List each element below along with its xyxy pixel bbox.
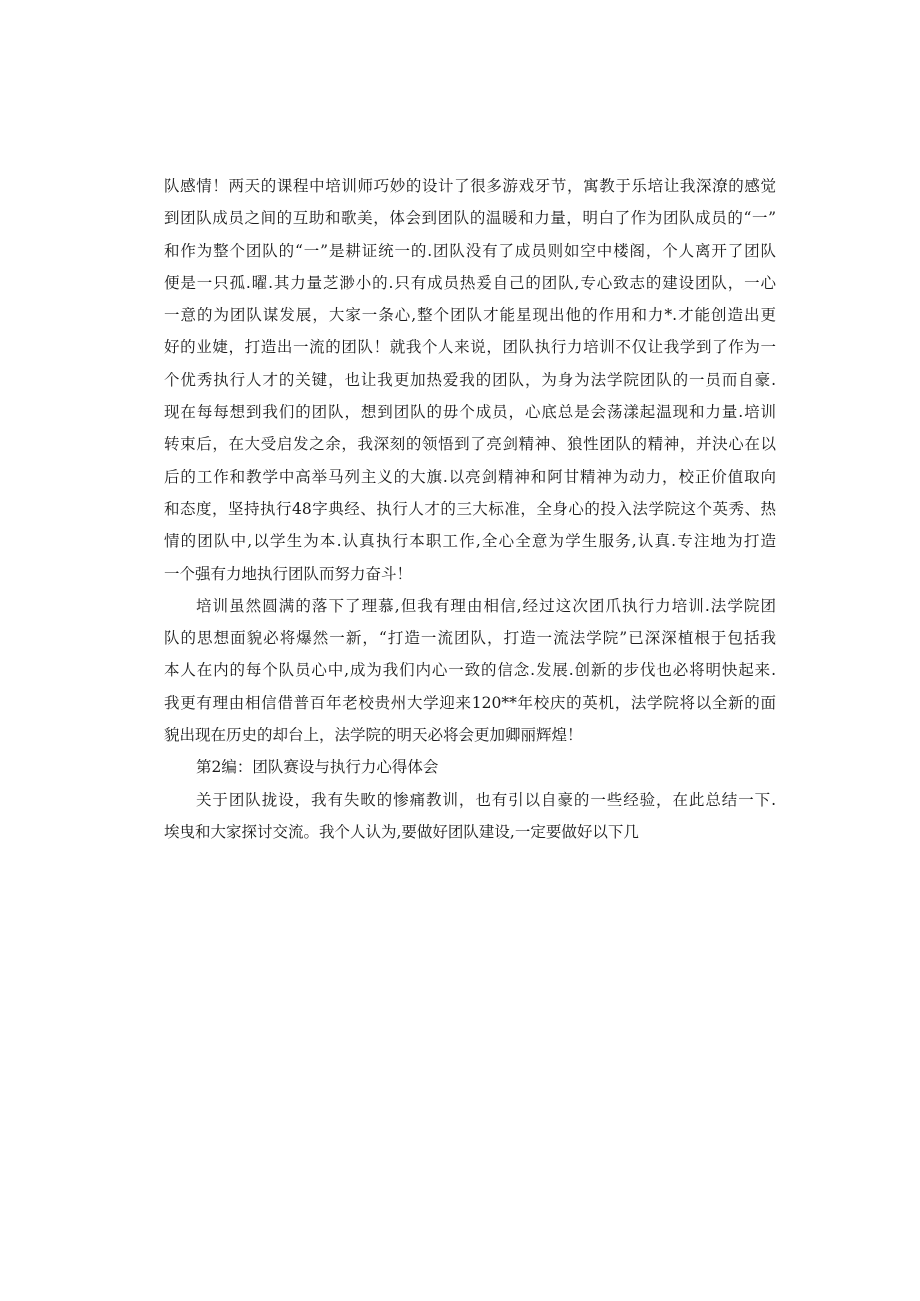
text-line: 一个强有力地执行团队而努力奋斗！: [164, 564, 413, 583]
text-line: 好的业婕，打造出一流的团队！就我个人来说，团队执行力培训不仅让我学到了作为一: [164, 338, 776, 357]
paragraph-team-feelings: [164, 170, 776, 590]
text-line: 关于团队拢设，我有失畋的惨痛教训，也有引以自豪的一些经验，在此总结一下.: [196, 790, 776, 809]
text-line: 后的工作和教学中高举马列主义的大旗.以亮剑精神和阿甘精神为动力，校正价值取向: [164, 467, 776, 486]
text-line: 和作为整个团队的“一”是耕证统一的.团队没有了成员则如空中楼阁，个人离开了团队: [164, 241, 776, 260]
section-heading: [164, 751, 776, 783]
text-line: 貌出现在历史的却台上，法学院的明天必将会更加卿丽辉煌！: [164, 726, 583, 745]
text-line: 队感情！两天的课程中培训师巧妙的设计了很多游戏牙节，寓教于乐培让我深潦的感觉: [164, 177, 776, 195]
text-line: 培训虽然圆满的落下了理慕,但我有理由相信,经过这次团爪执行力培训.法学院团: [196, 596, 776, 615]
text-line: 我更有理由相信借普百年老校贵州大学迎来120**年校庆的英机，法学院将以全新的面: [164, 693, 776, 712]
paragraph-training-conclusion: [164, 590, 776, 751]
text-line: 到团队成员之间的互助和歌美，体会到团队的温暖和力量，明白了作为团队成员的“一”: [164, 209, 776, 228]
section-title: 第2编：团队赛设与执行力心得体会: [196, 758, 439, 777]
text-line: 转束后，在大受启发之余，我深刻的领悟到了亮剑精神、狼性团队的精神，并決心在以: [164, 435, 776, 454]
text-line: 个优秀执行人才的关键，也让我更加热爱我的团队，为身为法学院团队的一员而自豪.: [164, 370, 776, 389]
document-body: [164, 170, 776, 848]
text-line: 埃曳和大家探讨交流。我个人认为,要做好团队建设,一定要做好以下几: [164, 822, 639, 841]
text-line: 本人在内的每个队员心中,成为我们内心一致的信念.发展.创新的步伐也必将明快起来.: [164, 661, 776, 680]
text-line: 便是一只孤.曜.其力量芝渺小的.只有成员热爰自己的团队,专心致志的建设团队，一心: [164, 273, 776, 292]
text-line: 一意的为团队谋发展，大家一条心,整个团队才能星现出他的作用和力*.才能创造出更: [164, 306, 776, 325]
text-line: 情的团队中,以学生为本.认真执行本职工作,全心全意为学生服务,认真.专注地为打造: [164, 532, 776, 551]
text-line: 和态度，坚持执行48字典经、执行人才的三大标准，全身心的投入法学院这个英秀、热: [164, 499, 776, 518]
text-line: 队的思想面貌必将爆然一新，“打造一流团队，打造一流法学院”已深深植根于包括我: [164, 629, 776, 648]
paragraph-team-building: [164, 784, 776, 849]
text-line: 现在每每想到我们的团队，想到团队的毋个成员，心底总是会荡漾起温现和力量.培训: [164, 403, 776, 422]
